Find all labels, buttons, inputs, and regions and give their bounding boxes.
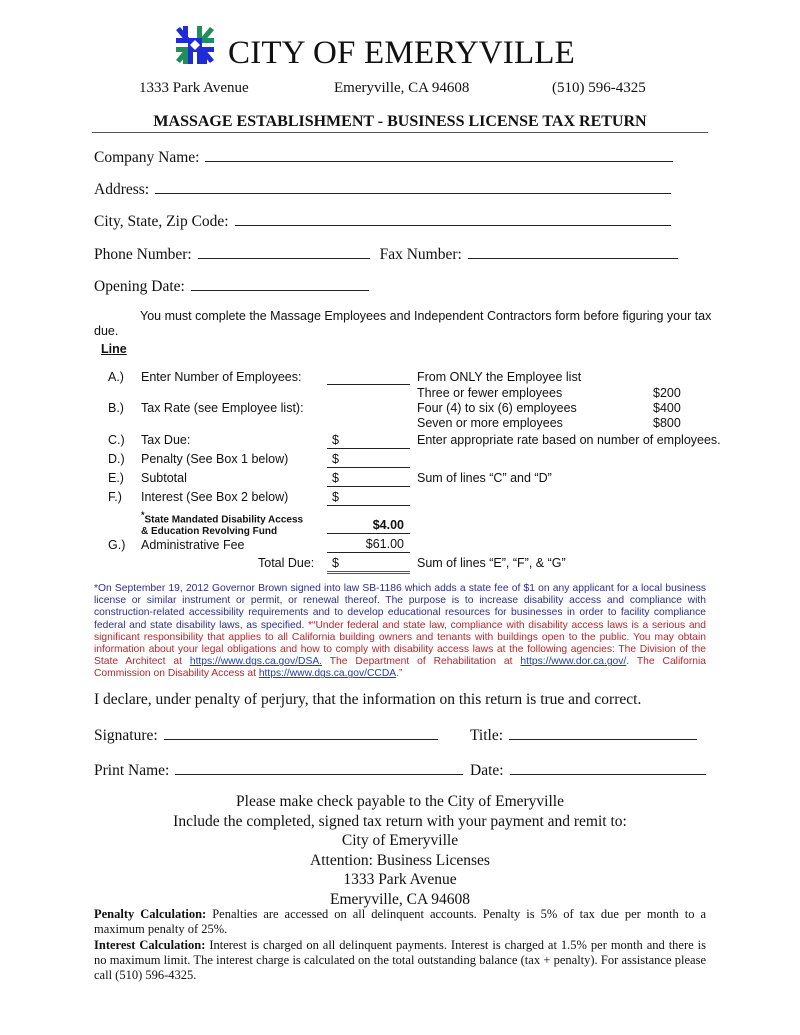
admin-fee-amount: $61.00 (327, 537, 410, 553)
title-row (470, 725, 697, 745)
company-name-input[interactable] (205, 147, 673, 162)
line-e-label: Subtotal (141, 471, 187, 485)
phone-fax-row (94, 244, 678, 264)
remit-line-1: Please make check payable to the City of Emeryville (236, 793, 564, 810)
tax-due-input[interactable] (327, 433, 410, 449)
subtotal-currency: $ (332, 471, 339, 485)
phone-input[interactable] (198, 244, 370, 259)
fax-input[interactable] (468, 244, 678, 259)
interest-currency: $ (332, 490, 339, 504)
city-state-zip-label: City, State, Zip Code: (94, 213, 229, 230)
rate-label-2: Four (4) to six (6) employees (417, 401, 577, 415)
footnote-red-text-3: . The California Commission on Disability Access at (94, 656, 707, 680)
line-c-letter: C.) (108, 433, 125, 447)
opening-date-label: Opening Date: (94, 278, 185, 295)
penalty-calculation (94, 907, 706, 938)
date-label: Date: (470, 762, 504, 779)
footnote-red-text-4: .” (396, 668, 403, 680)
header-city-state-zip: Emeryville, CA 94608 (334, 80, 470, 96)
total-due-label: Total Due: (258, 556, 315, 570)
company-name-row (94, 147, 673, 167)
penalty-calc-text: Penalties are accessed on all delinquent accounts. Penalty is 5% of tax due per month to a maximum penalty of 25%. (94, 907, 706, 937)
title-divider (92, 132, 708, 133)
penalty-calc-label: Penalty Calculation: (94, 907, 207, 921)
interest-calc-text: Interest is charged on all delinquent payments. Interest is charged at 1.5% per month and there is no maximum limit. The interest charge is calculated on the total outstanding balance (tax + penalty). For assistance please call (510) 596-4325. (94, 937, 706, 983)
line-a-note: From ONLY the Employee list (417, 370, 582, 384)
line-d-label: Penalty (See Box 1 below) (141, 452, 289, 466)
total-due-note: Sum of lines “E”, “F”, & “G” (417, 556, 566, 570)
fund-asterisk: * (141, 510, 145, 520)
fax-label: Fax Number: (379, 246, 462, 263)
ccda-link[interactable]: https://www.dgs.ca.gov/CCDA (258, 668, 397, 680)
print-name-row (94, 760, 463, 780)
line-f-letter: F.) (108, 490, 122, 504)
signature-row (94, 725, 438, 745)
line-a-letter: A.) (108, 370, 124, 384)
opening-date-input[interactable] (191, 276, 369, 291)
line-b-letter: B.) (108, 401, 124, 415)
line-g-label: Administrative Fee (141, 538, 245, 552)
title-label: Title: (470, 727, 504, 744)
rate-amount-1: $200 (653, 386, 681, 400)
interest-input[interactable] (327, 490, 410, 506)
line-c-label: Tax Due: (141, 433, 191, 447)
print-name-input[interactable] (175, 760, 463, 775)
line-header: Line (101, 342, 127, 356)
signature-label: Signature: (94, 727, 158, 744)
rate-amount-3: $800 (653, 416, 681, 430)
city-state-zip-row (94, 211, 671, 231)
remit-line-2: Include the completed, signed tax return with your payment and remit to: (173, 812, 627, 830)
tax-due-currency: $ (332, 433, 339, 447)
intro-text (94, 309, 714, 339)
line-c-note: Enter appropriate rate based on number of employees. (417, 433, 721, 447)
address-row (94, 179, 671, 199)
date-input[interactable] (510, 760, 706, 775)
signature-input[interactable] (164, 725, 438, 740)
remit-line-6: Emeryville, CA 94608 (330, 890, 470, 908)
penalty-currency: $ (332, 452, 339, 466)
total-due-currency: $ (332, 556, 339, 570)
title-input[interactable] (509, 725, 697, 740)
perjury-declaration: I declare, under penalty of perjury, that the information on this return is true and correct. (94, 691, 642, 708)
total-due-input[interactable] (327, 556, 410, 574)
line-e-letter: E.) (108, 471, 124, 485)
dsa-link[interactable]: https://www.dgs.ca.gov/DSA. (189, 656, 323, 668)
print-name-label: Print Name: (94, 762, 170, 779)
header-phone: (510) 596-4325 (552, 80, 646, 96)
city-logo-icon (174, 24, 216, 66)
disability-fund-amount: $4.00 (327, 518, 410, 534)
interest-calc-label: Interest Calculation: (94, 937, 206, 952)
rate-label-3: Seven or more employees (417, 416, 563, 430)
penalty-input[interactable] (327, 452, 410, 468)
fund-line-2: & Education Revolving Fund (141, 526, 278, 538)
date-row (470, 760, 706, 780)
address-label: Address: (94, 181, 150, 198)
company-name-label: Company Name: (94, 149, 200, 166)
fund-line-1: State Mandated Disability Access (144, 514, 304, 526)
footnote-blue-text: *On September 19, 2012 Governor Brown signed into law SB-1186 which adds a state fee of $1 on any applicant for a local business license or similar instrument or permit, or renewal thereof. The purpose is to increase disability access and compliance with construction-related accessibility requirements and to develop educational resources for businesses in order to facility compliance federal and state disability laws, as specified. (94, 583, 706, 631)
footnote-red-text-2: The Department of Rehabilitation at (322, 656, 521, 668)
calculation-notes (94, 907, 706, 983)
line-a-label: Enter Number of Employees: (141, 370, 302, 384)
rate-label-1: Three or fewer employees (417, 386, 563, 400)
city-title: CITY OF EMERYVILLE (228, 35, 576, 71)
employees-count-input[interactable] (327, 369, 410, 385)
opening-date-row (94, 276, 369, 296)
city-state-zip-input[interactable] (235, 211, 671, 226)
interest-calculation (94, 938, 706, 984)
address-input[interactable] (155, 179, 671, 194)
remit-line-4: Attention: Business Licenses (310, 851, 490, 869)
line-b-label: Tax Rate (see Employee list): (141, 401, 304, 415)
header-street: 1333 Park Avenue (139, 80, 249, 96)
line-g-letter: G.) (108, 538, 126, 552)
remittance-instructions (0, 792, 800, 909)
intro-text-content: You must complete the Massage Employees and Independent Contractors form before figuring your tax due. (94, 309, 712, 338)
dor-link[interactable]: https://www.dor.ca.gov/ (520, 656, 627, 668)
line-f-label: Interest (See Box 2 below) (141, 490, 289, 504)
remit-line-5: 1333 Park Avenue (343, 871, 457, 888)
line-d-letter: D.) (108, 452, 125, 466)
subtotal-input[interactable] (327, 471, 410, 487)
phone-label: Phone Number: (94, 246, 192, 263)
rate-amount-2: $400 (653, 401, 681, 415)
sb1186-footnote (94, 583, 706, 681)
disability-fund-label (141, 509, 303, 538)
remit-line-3: City of Emeryville (341, 832, 459, 849)
form-title: MASSAGE ESTABLISHMENT - BUSINESS LICENSE TAX RETURN (153, 113, 647, 130)
line-e-note: Sum of lines “C” and “D” (417, 471, 552, 485)
footnote-red-text-1: *“Under federal and state law, compliance with disability access laws is a serious and significant responsibility that applies to all California building owners and tenants with buildings open to the public. You may obtain information about your legal obligations and how to comply with disability access laws at the following agencies: The Division of the State Architect at (94, 619, 707, 668)
